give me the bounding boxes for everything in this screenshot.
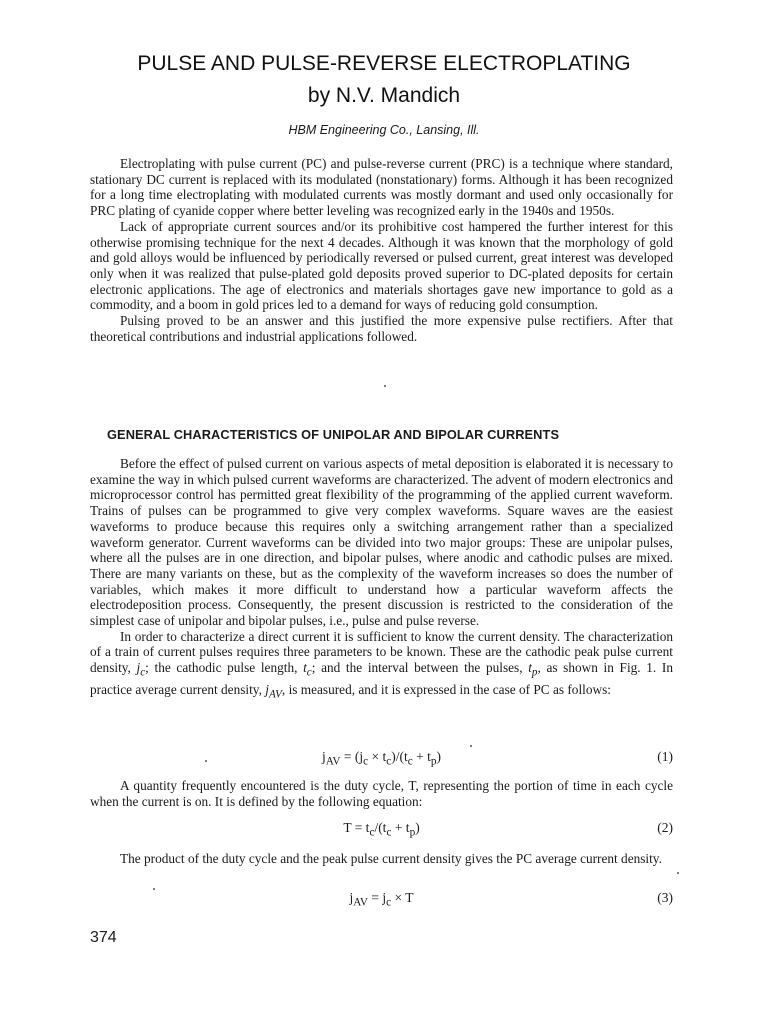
equation-3-expression: $j_{AV} = j_c \times T$ [349, 890, 414, 909]
equation-3-number: (3) [657, 890, 673, 905]
scan-speck [677, 872, 679, 874]
section-heading: GENERAL CHARACTERISTICS OF UNIPOLAR AND BIPOLAR CURRENTS [107, 427, 560, 442]
scan-speck [205, 760, 207, 762]
section-paragraph-1: Before the effect of pulsed current on various aspects of metal deposition is elaborated it is necessary to examine the way in which pulsed current waveforms are characterized. The advent of modern electronics and microprocessor control has permitted great flexibility of the programming of the applied current waveform. Trains of pulses can be programmed to give very complex waveforms. Square waves are the easiest waveforms to produce because this requires only a switching arrangement rather than a specialized waveform generator. Current waveforms can be divided into two major groups: These are unipolar pulses, where all the pulses are in one direction, and bipolar pulses, where anodic and cathodic pulses are mixed. There are many variants on these, but as the complexity of the waveform increases so does the number of variables, which makes it more difficult to understand how a particular waveform affects the electrodeposition process. Consequently, the present discussion is restricted to the consideration of the simplest case of unipolar and bipolar pulses, i.e., pulse and pulse reverse. [90, 456, 673, 629]
section-body [90, 456, 673, 703]
equation-1 [90, 749, 673, 767]
title-line-2-author: by N.V. Mandich [307, 84, 461, 107]
intro-paragraph-1: Electroplating with pulse current (PC) and pulse-reverse current (PRC) is a technique where standard, stationary DC current is replaced with its modulated (nonstationary) forms. Although it has been recognized for a long time electroplating with modulated currents was mostly dormant and used only occasionally for PRC plating of cyanide copper where better leveling was recognized early in the 1940s and 1950s. [90, 156, 673, 219]
section-paragraph-4: The product of the duty cycle and the peak pulse current density gives the PC average current density. [120, 851, 662, 866]
scan-speck [384, 385, 386, 387]
section-paragraph-2: In order to characterize a direct current it is sufficient to know the current density. The characterization of a train of current pulses requires three parameters to be known. These are the cathodic peak pulse current density, $j_c$; the cathodic pulse length, $t_c$; and the interval between the pulses, $t_p$, as shown in Fig. 1. In practice average current density, $j_{AV}$, is measured, and it is expressed in the case of PC as follows: [90, 628, 673, 701]
equation-2-number: (2) [657, 820, 673, 835]
equation-2-expression: $T = t_c/(t_c + t_p)$ [343, 820, 420, 839]
scan-speck [470, 745, 472, 747]
section-paragraph-3: A quantity frequently encountered is the duty cycle, T, representing the portion of time in each cycle when the current is on. It is defined by the following equation: [90, 778, 673, 809]
product-text [90, 851, 673, 867]
intro-section [90, 156, 673, 344]
title-line-1: PULSE AND PULSE-REVERSE ELECTROPLATING [137, 52, 631, 75]
equation-1-expression: $j_{AV} = (j_c \times t_c)/(t_c + t_p)$ [321, 749, 442, 768]
equation-3 [90, 890, 673, 908]
scan-speck [153, 888, 155, 890]
page-number: 374 [90, 929, 117, 946]
intro-paragraph-2: Lack of appropriate current sources and/or its prohibitive cost hampered the further interest for this otherwise promising technique for the next 4 decades. Although it was known that the morphology of gold and gold alloys would be influenced by periodically reversed or pulsed current, great interest was developed only when it was realized that pulse-plated gold deposits proved superior to DC-plated deposits for certain electronic applications. The age of electronics and materials shortages gave new importance to gold as a commodity, and a boom in gold prices led to a demand for ways of reducing gold consumption. [90, 218, 673, 313]
author-affiliation: HBM Engineering Co., Lansing, Ill. [288, 123, 480, 137]
intro-paragraph-3: Pulsing proved to be an answer and this justified the more expensive pulse rectifiers. After that theoretical contributions and industrial applications followed. [90, 313, 673, 344]
equation-2 [90, 820, 673, 838]
equation-1-number: (1) [657, 749, 673, 764]
duty-cycle-text [90, 778, 673, 809]
